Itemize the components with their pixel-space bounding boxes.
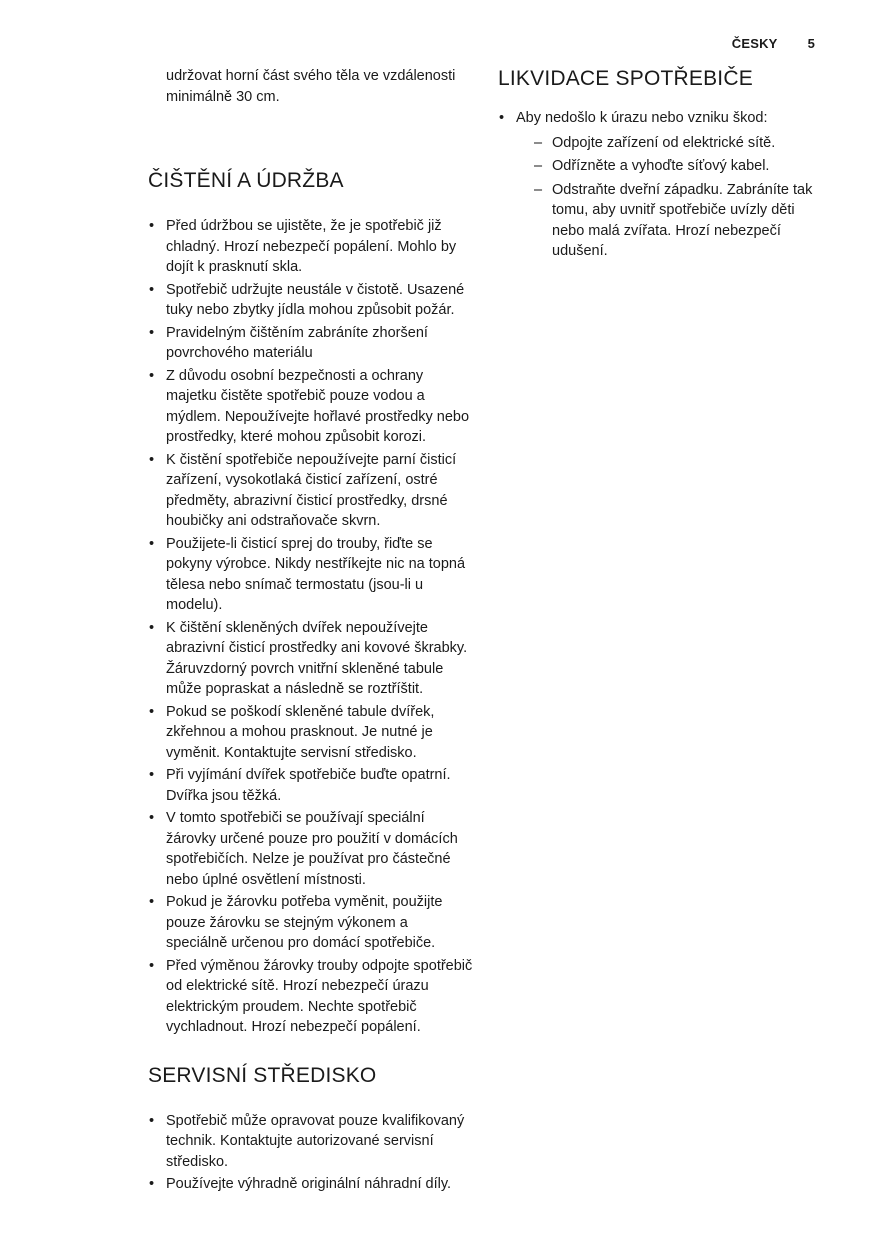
left-column (148, 66, 473, 1197)
page-number: 5 (807, 36, 815, 51)
disposal-steps (534, 133, 828, 262)
section-title-cleaning: ČIŠTĚNÍ A ÚDRŽBA (148, 169, 344, 192)
section-title-disposal: LIKVIDACE SPOTŘEBIČE (498, 67, 753, 90)
service-list (148, 1111, 473, 1195)
list-item: • Používejte výhradně originální náhradní díly. (148, 1174, 473, 1195)
list-item: • V tomto spotřebiči se používají speciální žárovky určené pouze pro použití v domácích spotřebičích. Nelze je používat pro částečné nebo úplné osvětlení místnosti. (148, 808, 473, 890)
list-item: • Z důvodu osobní bezpečnosti a ochrany majetku čistěte spotřebič pouze vodou a mýdlem. Nepoužívejte hořlavé prostředky nebo prostředky, které mohou způsobit korozi. (148, 366, 473, 448)
section-title-service: SERVISNÍ STŘEDISKO (148, 1063, 377, 1087)
disposal-step: – Odstraňte dveřní západku. Zabráníte tak tomu, aby uvnitř spotřebiče uvízly děti nebo malá zvířata. Hrozí nebezpečí udušení. (534, 180, 828, 262)
list-item: • K čištění skleněných dvířek nepoužívejte abrazivní čisticí prostředky ani kovové škrabky. Žáruvzdorný povrch vnitřní skleněné tabule může popraskat a následně se roztříštit. (148, 618, 473, 700)
list-item (498, 108, 828, 262)
list-item: • K čistění spotřebiče nepoužívejte parní čisticí zařízení, vysokotlaká čisticí zařízení, ostré předměty, abrazivní čisticí prostředky, drsné houbičky ani odstraňovače skvrn. (148, 450, 473, 532)
disposal-step: – Odpojte zařízení od elektrické sítě. (534, 133, 828, 154)
language-label: ČESKY (731, 36, 778, 51)
disposal-intro: Aby nedošlo k úrazu nebo vzniku škod: (516, 110, 768, 126)
cleaning-list (148, 216, 473, 1038)
page-header (732, 36, 815, 51)
list-item: • Při vyjímání dvířek spotřebiče buďte opatrní. Dvířka jsou těžká. (148, 765, 473, 806)
disposal-list (498, 108, 828, 262)
list-item: • Před výměnou žárovky trouby odpojte spotřebič od elektrické sítě. Hrozí nebezpečí úrazu elektrickým proudem. Nechte spotřebič vychladnout. Hrozí nebezpečí popálení. (148, 956, 473, 1038)
list-item: • Použijete-li čisticí sprej do trouby, řiďte se pokyny výrobce. Nikdy nestříkejte nic na topná tělesa nebo snímač termostatu (jsou-li u modelu). (148, 534, 473, 616)
list-item: • Pokud je žárovku potřeba vyměnit, použijte pouze žárovku se stejným výkonem a speciálně určenou pro domácí spotřebiče. (148, 892, 473, 954)
continuation-text: udržovat horní část svého těla ve vzdálenosti minimálně 30 cm. (166, 68, 456, 105)
list-item: • Spotřebič udržujte neustále v čistotě. Usazené tuky nebo zbytky jídla mohou způsobit požár. (148, 280, 473, 321)
list-item: • Před údržbou se ujistěte, že je spotřebič již chladný. Hrozí nebezpečí popálení. Mohlo by dojít k prasknutí skla. (148, 216, 473, 278)
list-item: • Pokud se poškodí skleněné tabule dvířek, zkřehnou a mohou prasknout. Je nutné je vyměnit. Kontaktujte servisní středisko. (148, 702, 473, 764)
list-item: • Pravidelným čištěním zabráníte zhoršení povrchového materiálu (148, 323, 473, 364)
list-item: • Spotřebič může opravovat pouze kvalifikovaný technik. Kontaktujte autorizované servisní středisko. (148, 1111, 473, 1173)
right-column (498, 66, 828, 265)
disposal-step: – Odřízněte a vyhoďte síťový kabel. (534, 156, 828, 177)
